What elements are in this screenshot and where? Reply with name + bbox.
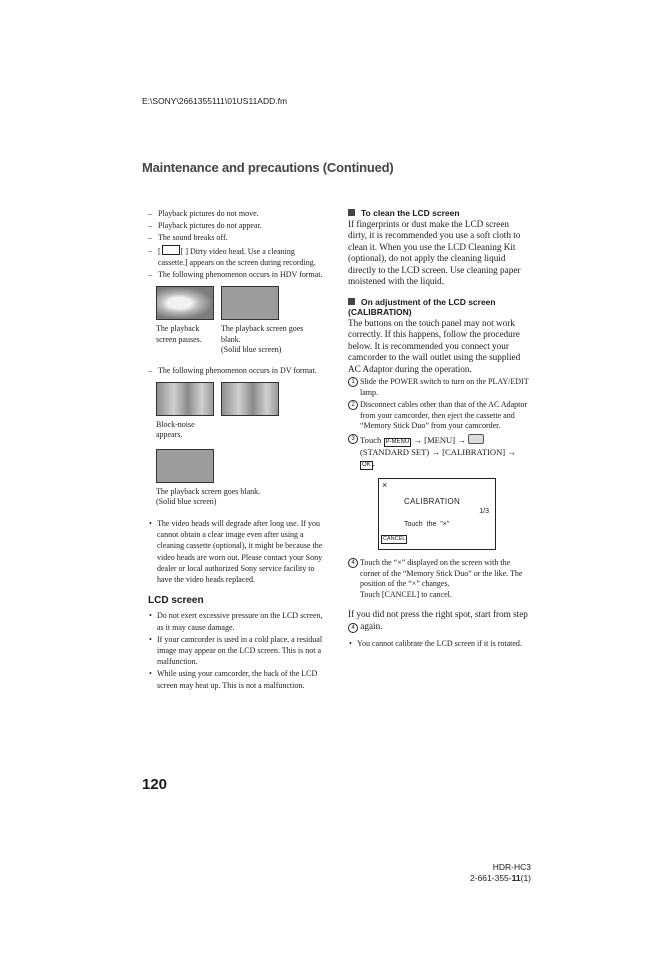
list-item: • You cannot calibrate the LCD screen if it is rotated. [348, 638, 530, 649]
target-x-mark: × [382, 480, 388, 490]
left-column [148, 208, 324, 692]
file-path: E:\SONY\2661355111\01US11ADD.fm [142, 96, 288, 106]
clean-section-title: To clean the LCD screen [348, 208, 530, 219]
step-item: 2 Disconnect cables other than that of the AC Adaptor from your camcorder, then eject the cassette and “Memory Stick Duo” from your camcorder. [348, 400, 530, 432]
list-item: – [ [ ] Dirty video head. Use a cleaning cassette.] appears on the screen during recording. [148, 245, 324, 268]
hdv-pause-figure [156, 286, 214, 356]
doc-code: 2-661-355-11(1) [470, 873, 531, 883]
dv-list [148, 365, 324, 376]
list-item: – The following phenomenon occurs in HDV format. [148, 269, 324, 280]
screen-title: CALIBRATION [404, 497, 461, 506]
list-item: – Playback pictures do not move. [148, 208, 324, 219]
step-item: 1 Slide the POWER switch to turn on the PLAY/EDIT lamp. [348, 377, 530, 398]
block-noise-image [221, 382, 279, 416]
p-menu-button-icon: P-MENU [385, 438, 410, 445]
dirty-head-icon [162, 245, 180, 255]
standard-set-icon [468, 434, 484, 444]
dirty-head-text: [ ] Dirty video head. Use a cleaning cassette.] appears on the screen during recording. [158, 246, 316, 267]
note-list [348, 638, 530, 649]
calibration-steps-2 [348, 558, 530, 600]
square-bullet-icon [348, 209, 355, 216]
step-number: 4 [348, 558, 358, 568]
list-item: – The sound breaks off. [148, 232, 324, 243]
blank-screen-image [156, 449, 214, 483]
step-number: 3 [348, 434, 358, 444]
step-item: 3 Touch P-MENU → [MENU] → (STANDARD SET) → [CALIBRATION] → OK . [348, 434, 530, 471]
caption-note: (Solid blue screen) [221, 345, 282, 355]
model-name: HDR-HC3 [492, 862, 531, 872]
dv-blank-caption [156, 487, 324, 508]
page-number: 120 [142, 776, 168, 793]
screen-prompt: Touch the "×" [404, 521, 450, 528]
square-bullet-icon [348, 298, 355, 305]
lcd-bullet-list [148, 610, 324, 690]
screen-page: 1/3 [479, 508, 489, 515]
calibration-steps [348, 377, 530, 470]
calibration-section-title: On adjustment of the LCD screen (CALIBRATION) [348, 296, 496, 317]
hdv-blank-figure [221, 286, 321, 356]
caption-note: (Solid blue screen) [156, 497, 217, 507]
caption: The playback screen pauses. [156, 324, 202, 344]
right-column [348, 208, 530, 650]
step-number: 2 [348, 400, 358, 410]
list-item: • If your camcorder is used in a cold place, a residual image may appear on the LCD screen. This is not a malfunction. [148, 634, 324, 668]
dv-noise-figure [156, 382, 214, 441]
ok-button-icon: OK [362, 462, 371, 468]
list-item: • While using your camcorder, the back of the LCD screen may heat up. This is not a malfunction. [148, 668, 324, 690]
calibration-body: The buttons on the touch panel may not work correctly. If this happens, follow the procedure below. It is recommended you connect your camcorder to the wall outlet using the supplied AC Adaptor during the operation. [348, 317, 521, 374]
list-item: • The video heads will degrade after long use. If you cannot obtain a clear image even after using a cleaning cassette (optional), it might be because the video heads are worn out. Please contact your Sony dealer or local authorized Sony service facility to have the video heads replaced. [148, 518, 324, 585]
symptom-list [148, 208, 324, 280]
flower-image [156, 286, 214, 320]
blank-screen-image [221, 286, 279, 320]
page-title: Maintenance and precautions (Continued) [142, 160, 394, 175]
step-item: 4 Touch the “×” displayed on the screen with the corner of the “Memory Stick Duo” or the like. The position of the “×” changes. Touch [CANCEL] to cancel. [348, 558, 530, 600]
list-item: • Do not exert excessive pressure on the LCD screen, as it may cause damage. [148, 610, 324, 632]
dv-image-row [156, 382, 324, 441]
list-item: – Playback pictures do not appear. [148, 220, 324, 231]
step-number: 4 [348, 623, 358, 633]
list-item: – The following phenomenon occurs in DV format. [148, 365, 324, 376]
step-number: 1 [348, 377, 358, 387]
lcd-section-title: LCD screen [148, 595, 204, 607]
caption: Block-noise appears. [156, 419, 195, 440]
dv-noise-figure-2 [221, 382, 279, 441]
block-noise-image [156, 382, 214, 416]
caption: The playback screen goes blank. [156, 486, 261, 496]
hdv-image-row [156, 286, 324, 356]
cancel-button-icon: CANCEL [383, 536, 406, 542]
calibration-screen-illustration [378, 478, 496, 550]
model-info [470, 862, 531, 884]
retry-note: If you did not press the right spot, start from step 4 again. [348, 609, 528, 631]
clean-body: If fingerprints or dust make the LCD screen dirty, it is recommended you use a soft cloth to clean it. When you use the LCD Cleaning Kit (optional), do not apply the cleaning liquid directly to the LCD screen. Use cleaning paper moistened with the liquid. [348, 218, 521, 286]
caption: The playback screen goes blank. [221, 324, 304, 344]
head-bullet-list [148, 518, 324, 585]
